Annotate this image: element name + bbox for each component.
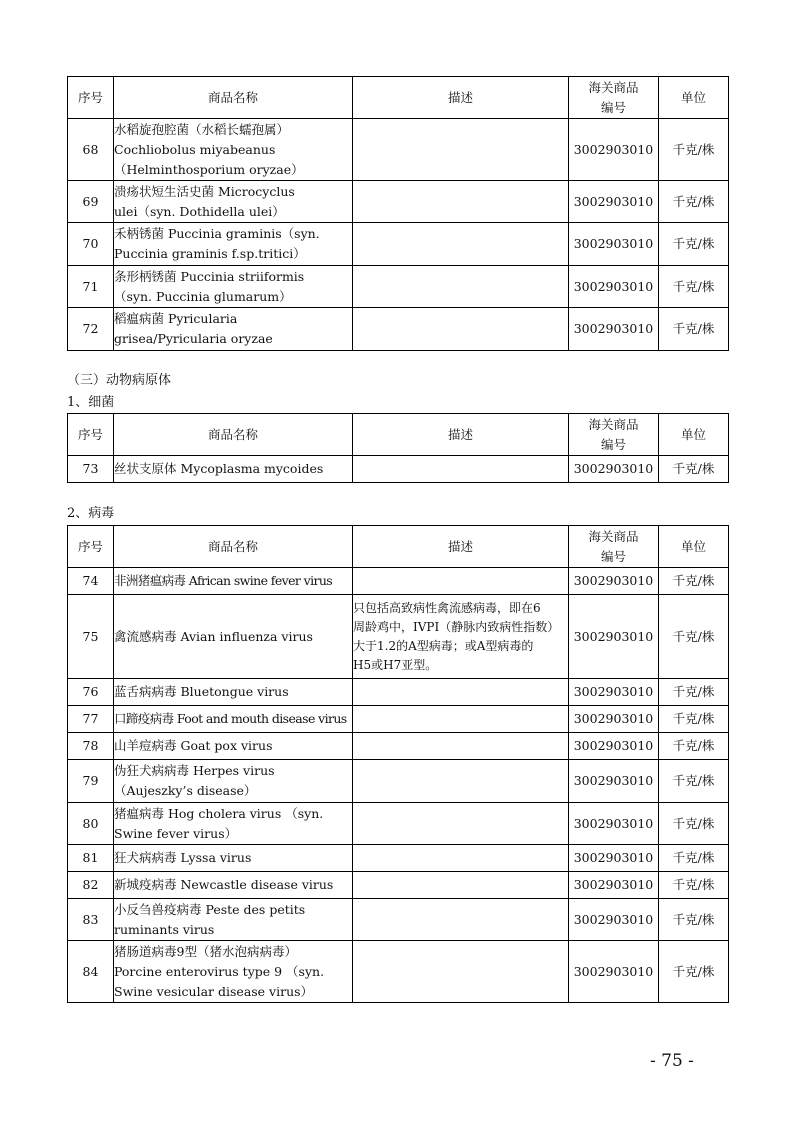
- row-no: 75: [68, 595, 114, 679]
- row-no: 72: [68, 308, 114, 351]
- row-desc: [353, 899, 569, 941]
- row-name-line: （Aujeszky’s disease）: [114, 783, 257, 798]
- row-name-line: 稻瘟病菌 Pyricularia: [114, 311, 238, 326]
- row-name-line: 伪狂犬病病毒 Herpes virus: [114, 763, 275, 778]
- row-name: [114, 181, 353, 223]
- row-desc: [353, 119, 569, 181]
- row-name-line: Porcine enterovirus type 9 （syn.: [114, 963, 325, 979]
- row-desc: [353, 845, 569, 872]
- row-name: [114, 308, 353, 351]
- table-row: [68, 733, 729, 760]
- header-code-line1: 海关商品: [588, 528, 639, 544]
- row-name: [114, 456, 353, 483]
- row-name-line: 山羊痘病毒 Goat pox virus: [114, 738, 273, 753]
- row-desc: [353, 941, 569, 1003]
- row-name: [114, 706, 353, 733]
- row-desc: [353, 595, 569, 679]
- table-row: [68, 308, 729, 351]
- row-name-line: 猪瘟病毒 Hog cholera virus （syn.: [114, 805, 324, 821]
- row-unit: 千克/株: [659, 899, 729, 941]
- row-unit: 千克/株: [659, 941, 729, 1003]
- table-row: [68, 181, 729, 223]
- row-name-line: grisea/Pyricularia oryzae: [114, 331, 273, 346]
- header-code-line1: 海关商品: [588, 79, 639, 95]
- header-unit: 单位: [659, 77, 729, 119]
- row-desc: [353, 223, 569, 266]
- header-code: [569, 77, 659, 119]
- row-name-line: 水稻旋孢腔菌（水稻长蠕孢属）: [114, 121, 290, 137]
- row-code: 3002903010: [569, 119, 659, 181]
- row-no: 73: [68, 456, 114, 483]
- header-code-line2: 编号: [600, 99, 626, 115]
- table-row: [68, 119, 729, 181]
- row-no: 83: [68, 899, 114, 941]
- row-unit: 千克/株: [659, 872, 729, 899]
- row-no: 77: [68, 706, 114, 733]
- table-header-row: [68, 414, 729, 456]
- row-desc: [353, 872, 569, 899]
- row-unit: 千克/株: [659, 595, 729, 679]
- row-no: 79: [68, 760, 114, 803]
- row-name-line: （Helminthosporium oryzae）: [114, 161, 304, 177]
- row-name-line: 禾柄锈菌 Puccinia graminis（syn.: [114, 226, 320, 241]
- header-name: 商品名称: [114, 414, 353, 456]
- row-name: [114, 733, 353, 760]
- row-name: [114, 803, 353, 845]
- bacteria-table: [67, 413, 729, 483]
- header-code: [569, 526, 659, 568]
- row-code: 3002903010: [569, 899, 659, 941]
- header-name: 商品名称: [114, 526, 353, 568]
- row-no: 74: [68, 568, 114, 595]
- row-name-line: 蓝舌病病毒 Bluetongue virus: [114, 684, 289, 699]
- row-no: 84: [68, 941, 114, 1003]
- row-desc: [353, 706, 569, 733]
- row-no: 69: [68, 181, 114, 223]
- row-unit: 千克/株: [659, 119, 729, 181]
- table-row: [68, 941, 729, 1003]
- header-code-line2: 编号: [600, 548, 626, 564]
- row-name-line: Puccinia graminis f.sp.tritici）: [114, 246, 306, 261]
- row-no: 68: [68, 119, 114, 181]
- row-code: 3002903010: [569, 872, 659, 899]
- row-code: 3002903010: [569, 595, 659, 679]
- page-number: - 75 -: [650, 1051, 694, 1071]
- row-desc: [353, 760, 569, 803]
- subheading-viruses: 2、病毒: [67, 506, 115, 521]
- table-row: [68, 595, 729, 679]
- row-unit: 千克/株: [659, 223, 729, 266]
- row-no: 70: [68, 223, 114, 266]
- row-code: 3002903010: [569, 706, 659, 733]
- row-unit: 千克/株: [659, 733, 729, 760]
- section-heading-animal-pathogens: （三）动物病原体: [67, 373, 172, 388]
- row-name-line: Cochliobolus miyabeanus: [114, 141, 276, 157]
- header-desc: 描述: [353, 414, 569, 456]
- row-code: 3002903010: [569, 845, 659, 872]
- row-name-line: 小反刍兽疫病毒 Peste des petits: [114, 901, 306, 917]
- row-code: 3002903010: [569, 760, 659, 803]
- row-unit: 千克/株: [659, 181, 729, 223]
- row-name-line: （syn. Puccinia glumarum）: [114, 288, 292, 304]
- table-row: [68, 706, 729, 733]
- row-no: 76: [68, 679, 114, 706]
- row-name-line: 新城疫病毒 Newcastle disease virus: [114, 877, 334, 892]
- row-desc: [353, 803, 569, 845]
- row-code: 3002903010: [569, 181, 659, 223]
- plant-pathogen-table: [67, 76, 729, 351]
- table-row: [68, 845, 729, 872]
- row-name-line: ulei（syn. Dothidella ulei）: [114, 203, 285, 219]
- row-code: 3002903010: [569, 568, 659, 595]
- row-code: 3002903010: [569, 266, 659, 308]
- row-name-line: 狂犬病病毒 Lyssa virus: [114, 850, 252, 865]
- table-row: [68, 803, 729, 845]
- row-name: [114, 266, 353, 308]
- row-name-line: 非洲猪瘟病毒 African swine fever virus: [114, 573, 333, 588]
- row-name-line: 口蹄疫病毒 Foot and mouth disease virus: [114, 711, 347, 726]
- row-code: 3002903010: [569, 803, 659, 845]
- table-header-row: [68, 77, 729, 119]
- table-row: [68, 456, 729, 483]
- header-desc: 描述: [353, 526, 569, 568]
- header-no: 序号: [68, 77, 114, 119]
- virus-table: [67, 525, 729, 1003]
- row-no: 78: [68, 733, 114, 760]
- header-name: 商品名称: [114, 77, 353, 119]
- row-name: [114, 119, 353, 181]
- row-code: 3002903010: [569, 456, 659, 483]
- row-desc-line: H5或H7亚型。: [353, 657, 438, 672]
- row-name-line: Swine vesicular disease virus）: [114, 983, 314, 999]
- subheading-bacteria: 1、细菌: [67, 395, 115, 410]
- header-no: 序号: [68, 414, 114, 456]
- row-code: 3002903010: [569, 733, 659, 760]
- row-unit: 千克/株: [659, 266, 729, 308]
- row-desc: [353, 266, 569, 308]
- header-code-line1: 海关商品: [588, 416, 639, 432]
- table-row: [68, 760, 729, 803]
- row-code: 3002903010: [569, 223, 659, 266]
- table-row: [68, 223, 729, 266]
- row-desc: [353, 181, 569, 223]
- row-code: 3002903010: [569, 941, 659, 1003]
- row-unit: 千克/株: [659, 760, 729, 803]
- header-unit: 单位: [659, 414, 729, 456]
- header-code: [569, 414, 659, 456]
- row-name-line: 猪肠道病毒9型（猪水泡病病毒）: [114, 943, 297, 959]
- row-desc: [353, 456, 569, 483]
- row-name: [114, 899, 353, 941]
- row-unit: 千克/株: [659, 803, 729, 845]
- row-desc: [353, 568, 569, 595]
- row-name: [114, 679, 353, 706]
- row-name: [114, 872, 353, 899]
- row-unit: 千克/株: [659, 308, 729, 351]
- table-row: [68, 679, 729, 706]
- row-unit: 千克/株: [659, 456, 729, 483]
- row-desc: [353, 733, 569, 760]
- table-row: [68, 872, 729, 899]
- row-unit: 千克/株: [659, 568, 729, 595]
- row-desc-line: 周龄鸡中，IVPI（静脉内致病性指数）: [353, 619, 560, 634]
- row-unit: 千克/株: [659, 706, 729, 733]
- row-desc-line: 大于1.2的A型病毒；或A型病毒的: [353, 638, 534, 653]
- header-desc: 描述: [353, 77, 569, 119]
- header-no: 序号: [68, 526, 114, 568]
- row-name-line: Swine fever virus）: [114, 825, 238, 841]
- row-no: 80: [68, 803, 114, 845]
- header-code-line2: 编号: [600, 436, 626, 452]
- table-row: [68, 899, 729, 941]
- row-code: 3002903010: [569, 679, 659, 706]
- row-name: [114, 845, 353, 872]
- row-name-line: 禽流感病毒 Avian influenza virus: [114, 628, 313, 644]
- row-unit: 千克/株: [659, 845, 729, 872]
- row-name: [114, 595, 353, 679]
- header-unit: 单位: [659, 526, 729, 568]
- row-name-line: ruminants virus: [114, 921, 215, 937]
- row-name-line: 溃疡状短生活史菌 Microcyclus: [114, 183, 295, 199]
- row-no: 82: [68, 872, 114, 899]
- table-row: [68, 266, 729, 308]
- table-header-row: [68, 526, 729, 568]
- row-no: 81: [68, 845, 114, 872]
- row-desc-line: 只包括高致病性禽流感病毒，即在6: [353, 600, 541, 615]
- row-code: 3002903010: [569, 308, 659, 351]
- row-name: [114, 941, 353, 1003]
- row-desc: [353, 679, 569, 706]
- row-no: 71: [68, 266, 114, 308]
- row-name: [114, 760, 353, 803]
- row-unit: 千克/株: [659, 679, 729, 706]
- row-name-line: 条形柄锈菌 Puccinia striiformis: [114, 268, 305, 284]
- row-name-line: 丝状支原体 Mycoplasma mycoides: [114, 461, 324, 476]
- row-desc: [353, 308, 569, 351]
- row-name: [114, 223, 353, 266]
- table-row: [68, 568, 729, 595]
- row-name: [114, 568, 353, 595]
